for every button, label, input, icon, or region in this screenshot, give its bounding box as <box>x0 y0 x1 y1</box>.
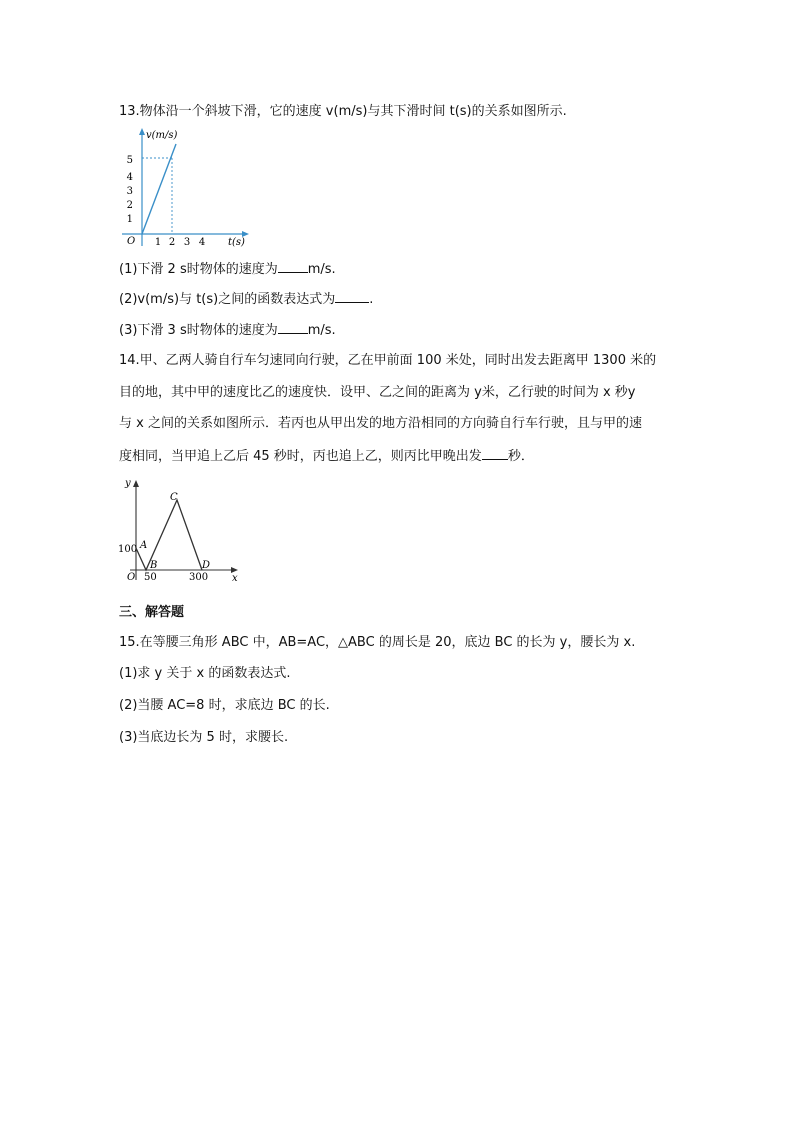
q14-tick-100: 100 <box>118 544 138 555</box>
q14-line4-end: 秒． <box>507 449 534 464</box>
q14-line4-text: 度相同，当甲追上乙后 45 秒时，丙也追上乙，则丙比甲晚出发 <box>119 449 482 464</box>
q14-distance-polyline <box>136 500 202 570</box>
q14-tick-300: 300 <box>189 572 209 583</box>
q13-sub3-text: (3)下滑 3 s时物体的速度为 <box>119 323 278 338</box>
q15-sub1: (1)求 y 关于 x 的函数表达式. <box>119 666 291 681</box>
q14-line2: 目的地，其中甲的速度比乙的速度快．设甲、乙之间的距离为 y米，乙行驶的时间为 x 秒y <box>119 385 636 400</box>
q13-x-tick: 4 <box>198 237 206 248</box>
q13-y-tick: 3 <box>126 186 133 197</box>
q13-x-axis-label: t(s) <box>228 237 245 248</box>
q13-sub3 <box>119 321 336 340</box>
q14-y-axis-label: y <box>125 478 131 489</box>
q13-origin-label: O <box>127 236 136 247</box>
q14-x-axis-label: x <box>232 573 238 584</box>
q14-point-c-label: C <box>170 492 178 503</box>
q14-point-a-label: A <box>140 540 148 551</box>
q13-y-tick: 1 <box>126 214 133 225</box>
q14-y-arrow <box>133 480 139 487</box>
q14-line4 <box>119 447 534 466</box>
q13-sub3-blank[interactable] <box>278 321 308 334</box>
q13-y-tick: 2 <box>126 200 133 211</box>
q13-y-tick: 5 <box>126 155 133 166</box>
q13-y-axis-label: v(m/s) <box>146 130 178 141</box>
q15-sub3: (3)当底边长为 5 时，求腰长. <box>119 730 289 745</box>
q13-sub1-unit: m/s. <box>307 262 336 277</box>
section-title: 三、解答题 <box>119 605 185 620</box>
q13-sub1 <box>119 260 336 279</box>
q14-answer-blank[interactable] <box>482 447 508 460</box>
q14-point-d-label: D <box>202 560 211 571</box>
q13-x-tick: 1 <box>154 237 162 248</box>
q13-sub2 <box>119 290 373 309</box>
q13-x-tick: 2 <box>168 237 176 248</box>
q13-sub2-end: . <box>369 292 374 307</box>
q15-sub2: (2)当腰 AC=8 时，求底边 BC 的长. <box>119 698 330 713</box>
q13-y-arrow <box>139 128 145 135</box>
q14-distance-graph <box>116 476 244 584</box>
q13-sub2-blank[interactable] <box>335 290 369 303</box>
q13-y-tick: 4 <box>126 172 133 183</box>
q14-line3: 与 x 之间的关系如图所示．若丙也从甲出发的地方沿相同的方向骑自行车行驶，且与甲的速 <box>119 416 642 431</box>
q14-point-b-label: B <box>150 560 158 571</box>
q14-origin-label: O <box>127 572 136 583</box>
q13-stem: 13.物体沿一个斜坡下滑，它的速度 v(m/s)与其下滑时间 t(s)的关系如图所示. <box>119 104 567 119</box>
q15-stem: 15.在等腰三角形 ABC 中，AB=AC，△ABC 的周长是 20，底边 BC 的长为 y，腰长为 x. <box>119 635 636 650</box>
q13-sub3-unit: m/s. <box>307 323 336 338</box>
q13-velocity-line <box>142 144 176 234</box>
q14-line1: 14.甲、乙两人骑自行车匀速同向行驶，乙在甲前面 100 米处，同时出发去距离甲 1300 米的 <box>119 353 657 368</box>
q13-x-tick: 3 <box>183 237 191 248</box>
q14-tick-50: 50 <box>144 572 157 583</box>
q13-velocity-graph <box>118 124 254 250</box>
q13-sub1-text: (1)下滑 2 s时物体的速度为 <box>119 262 278 277</box>
q13-sub1-blank[interactable] <box>278 260 308 273</box>
q13-sub2-text: (2)v(m/s)与 t(s)之间的函数表达式为 <box>119 292 336 307</box>
